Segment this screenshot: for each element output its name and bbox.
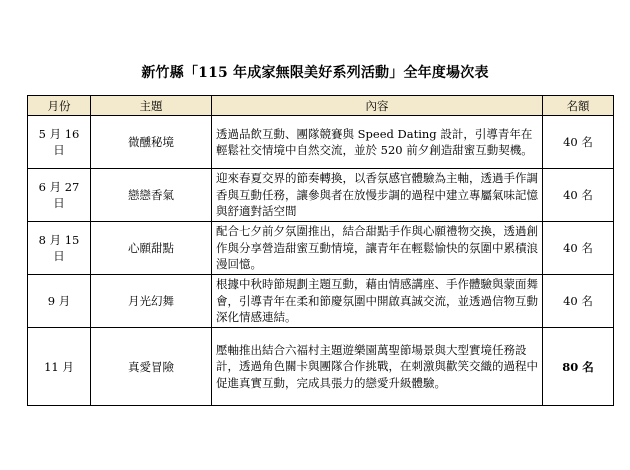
- content-cell: 配合七夕前夕氛圍推出，結合甜點手作與心願禮物交換，透過創作與分享營造甜蜜互動情境，讓青年在輕鬆愉快的氛圍中累積浪漫回憶。: [212, 222, 543, 275]
- month-cell: 8 月 15 日: [28, 222, 91, 275]
- table-row: [28, 222, 614, 275]
- quota-cell: 40 名: [543, 222, 614, 275]
- table-row: [28, 275, 614, 328]
- month-cell: 5 月 16 日: [28, 116, 91, 169]
- header-month: 月份: [28, 96, 91, 116]
- content-cell: 壓軸推出結合六福村主題遊樂園萬聖節場景與大型實境任務設計，透過角色關卡與團隊合作挑戰，在刺激與歡笑交織的過程中促進真實互動，完成具張力的戀愛升級體驗。: [212, 328, 543, 406]
- content-cell: 根據中秋時節規劃主題互動，藉由情感講座、手作體驗與蒙面舞會，引導青年在柔和節慶氛圍中開啟真誠交流，並透過信物互動深化情感連結。: [212, 275, 543, 328]
- month-cell: 11 月: [28, 328, 91, 406]
- quota-cell: 40 名: [543, 116, 614, 169]
- header-theme: 主題: [91, 96, 212, 116]
- quota-cell: 80 名: [543, 328, 614, 406]
- theme-cell: 月光幻舞: [91, 275, 212, 328]
- table-row: [28, 169, 614, 222]
- theme-cell: 戀戀香氣: [91, 169, 212, 222]
- theme-cell: 微醺秘境: [91, 116, 212, 169]
- header-quota: 名額: [543, 96, 614, 116]
- quota-cell: 40 名: [543, 275, 614, 328]
- theme-cell: 真愛冒險: [91, 328, 212, 406]
- table-row: [28, 328, 614, 406]
- content-cell: 迎來春夏交界的節奏轉換，以香氛感官體驗為主軸，透過手作調香與互動任務，讓參與者在放慢步調的過程中建立專屬氣味記憶與舒適對話空間: [212, 169, 543, 222]
- month-cell: 6 月 27 日: [28, 169, 91, 222]
- document-title: 新竹縣「115 年成家無限美好系列活動」全年度場次表: [141, 65, 489, 81]
- schedule-table: [27, 95, 614, 406]
- header-row: [28, 96, 614, 116]
- quota-cell: 40 名: [543, 169, 614, 222]
- header-content: 內容: [212, 96, 543, 116]
- theme-cell: 心願甜點: [91, 222, 212, 275]
- month-cell: 9 月: [28, 275, 91, 328]
- content-cell: 透過品飲互動、團隊競賽與 Speed Dating 設計，引導青年在輕鬆社交情境中自然交流，並於 520 前夕創造甜蜜互動契機。: [212, 116, 543, 169]
- table-row: [28, 116, 614, 169]
